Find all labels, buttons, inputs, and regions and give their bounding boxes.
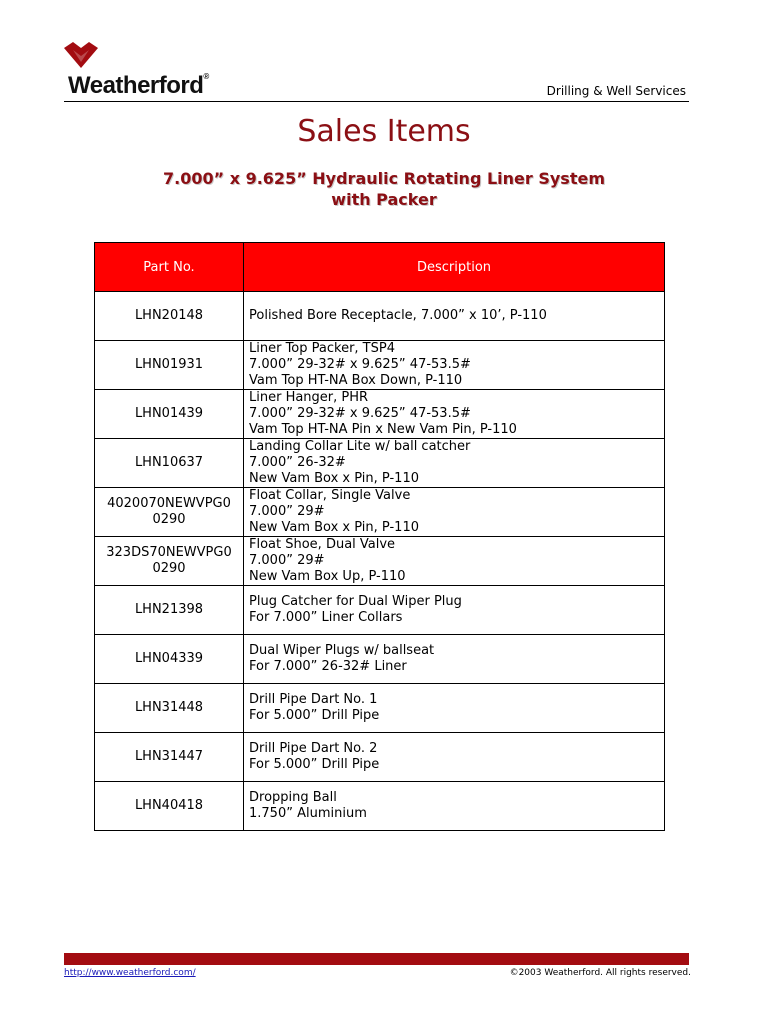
description-cell xyxy=(244,341,665,390)
description-cell xyxy=(244,488,665,537)
part-number-text: LHN40418 xyxy=(134,798,204,813)
part-number-text: LHN21398 xyxy=(134,602,204,617)
part-number-text: 323DS70NEWVPG0 xyxy=(106,545,232,560)
part-number-text: 0290 xyxy=(152,561,186,576)
part-number-cell xyxy=(95,782,244,831)
table-row xyxy=(95,390,665,439)
description-line: New Vam Box x Pin, P-110 xyxy=(249,471,419,486)
description-line: Dropping Ball xyxy=(249,790,337,805)
description-line: Liner Hanger, PHR xyxy=(249,390,369,405)
part-number-cell xyxy=(95,635,244,684)
description-cell xyxy=(244,537,665,586)
description-line: Dual Wiper Plugs w/ ballseat xyxy=(249,643,435,658)
part-number-cell xyxy=(95,341,244,390)
table-row xyxy=(95,439,665,488)
header-description: Description xyxy=(244,243,665,292)
logo-wordmark xyxy=(68,72,209,100)
registered-mark: ® xyxy=(203,72,209,81)
description-cell xyxy=(244,390,665,439)
subtitle-line-1: 7.000” x 9.625” Hydraulic Rotating Liner System xyxy=(163,169,605,188)
description-line: 1.750” Aluminium xyxy=(249,806,367,821)
header-part-no: Part No. xyxy=(95,243,244,292)
table-body xyxy=(95,292,665,831)
description-line: For 5.000” Drill Pipe xyxy=(249,757,380,772)
part-number-text: LHN10637 xyxy=(134,455,204,470)
part-number-cell xyxy=(95,390,244,439)
description-line: 7.000” 29-32# x 9.625” 47-53.5# xyxy=(249,406,471,421)
header-divider xyxy=(64,101,689,102)
copyright-text: ©2003 Weatherford. All rights reserved. xyxy=(509,968,691,978)
description-line: Landing Collar Lite w/ ball catcher xyxy=(249,439,471,454)
description-line: 7.000” 29# xyxy=(249,504,325,519)
part-number-cell xyxy=(95,537,244,586)
description-line: Vam Top HT-NA Box Down, P-110 xyxy=(249,373,463,388)
part-number-text: LHN04339 xyxy=(134,651,204,666)
subtitle-line-2: with Packer xyxy=(331,190,437,209)
description-cell xyxy=(244,586,665,635)
table-row xyxy=(95,782,665,831)
description-line: For 7.000” 26-32# Liner xyxy=(249,659,407,674)
description-line: Float Collar, Single Valve xyxy=(249,488,411,503)
description-line: Drill Pipe Dart No. 1 xyxy=(249,692,378,707)
table-row xyxy=(95,635,665,684)
part-number-cell xyxy=(95,292,244,341)
description-cell xyxy=(244,684,665,733)
description-line: For 7.000” Liner Collars xyxy=(249,610,403,625)
description-line: Vam Top HT-NA Pin x New Vam Pin, P-110 xyxy=(249,422,517,437)
description-cell xyxy=(244,439,665,488)
table-row xyxy=(95,733,665,782)
part-number-text: LHN01931 xyxy=(134,357,204,372)
description-line: New Vam Box Up, P-110 xyxy=(249,569,406,584)
part-number-cell xyxy=(95,488,244,537)
description-cell xyxy=(244,292,665,341)
description-line: 7.000” 29-32# x 9.625” 47-53.5# xyxy=(249,357,471,372)
description-cell xyxy=(244,782,665,831)
part-number-text: 0290 xyxy=(152,512,186,527)
part-number-cell xyxy=(95,733,244,782)
part-number-text: LHN31447 xyxy=(134,749,204,764)
description-cell xyxy=(244,635,665,684)
description-line: Plug Catcher for Dual Wiper Plug xyxy=(249,594,462,609)
division-label: Drilling & Well Services xyxy=(546,84,686,98)
part-number-text: LHN31448 xyxy=(134,700,204,715)
table-row xyxy=(95,292,665,341)
description-line: 7.000” 26-32# xyxy=(249,455,346,470)
part-number-cell xyxy=(95,439,244,488)
table-row xyxy=(95,488,665,537)
website-link[interactable]: http://www.weatherford.com/ xyxy=(64,968,196,978)
page-title: Sales Items xyxy=(297,114,471,149)
description-line: New Vam Box x Pin, P-110 xyxy=(249,520,419,535)
weatherford-logo-icon xyxy=(64,42,98,68)
part-number-cell xyxy=(95,684,244,733)
description-line: Float Shoe, Dual Valve xyxy=(249,537,396,552)
logo-text: Weatherford xyxy=(68,72,204,99)
description-cell xyxy=(244,733,665,782)
part-number-text: LHN01439 xyxy=(134,406,204,421)
table-row xyxy=(95,684,665,733)
description-line: 7.000” 29# xyxy=(249,553,325,568)
part-number-text: 4020070NEWVPG0 xyxy=(107,496,231,511)
page-subtitle xyxy=(0,168,768,210)
description-line: Polished Bore Receptacle, 7.000” x 10’, P-110 xyxy=(249,308,547,323)
table-row xyxy=(95,341,665,390)
part-number-text: LHN20148 xyxy=(134,308,204,323)
sales-items-table xyxy=(94,242,665,831)
description-line: For 5.000” Drill Pipe xyxy=(249,708,380,723)
table-row xyxy=(95,537,665,586)
description-line: Drill Pipe Dart No. 2 xyxy=(249,741,378,756)
part-number-cell xyxy=(95,586,244,635)
table-row xyxy=(95,586,665,635)
description-line: Liner Top Packer, TSP4 xyxy=(249,341,395,356)
footer-bar xyxy=(64,953,689,965)
table-header-row xyxy=(95,243,665,292)
